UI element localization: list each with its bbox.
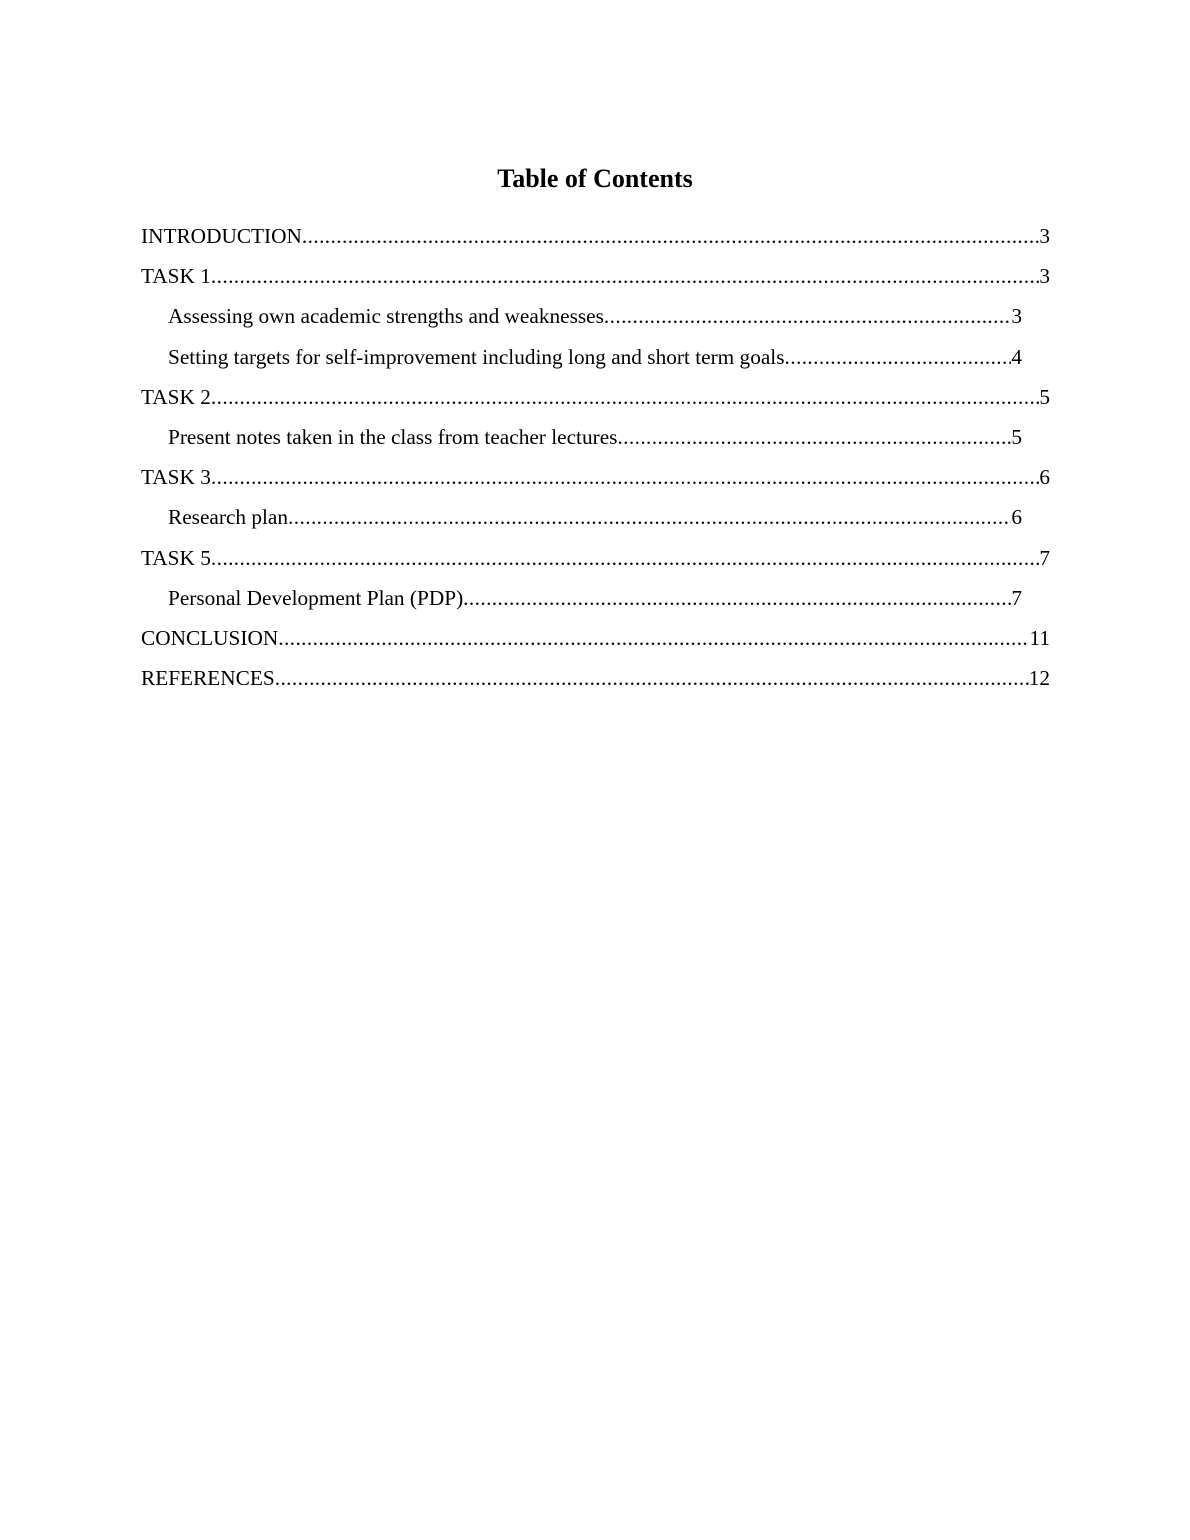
toc-dot-leader <box>288 497 1011 537</box>
toc-page-number: 5 <box>1011 424 1022 449</box>
toc-entry-task-3[interactable] <box>0 457 1190 497</box>
toc-entry-label: Assessing own academic strengths and weaknesses <box>168 304 604 329</box>
toc-title: Table of Contents <box>497 164 693 193</box>
toc-dot-leader <box>463 578 1011 618</box>
toc-entry-conclusion[interactable] <box>0 618 1190 658</box>
toc-page-number: 6 <box>1011 505 1022 530</box>
toc-page-number: 3 <box>1039 224 1050 248</box>
toc-dot-leader <box>211 256 1039 296</box>
toc-entry-task-5[interactable] <box>0 538 1190 578</box>
toc-entry-label: TASK 5 <box>141 545 211 570</box>
toc-entry-label: TASK 1 <box>141 264 211 289</box>
toc-dot-leader <box>278 618 1029 658</box>
toc-entry-label: Personal Development Plan (PDP) <box>168 585 464 610</box>
toc-entry-references[interactable] <box>0 658 1190 698</box>
toc-entry-label: TASK 3 <box>141 465 211 490</box>
toc-entry-label: Setting targets for self-improvement including long and short term goals <box>168 344 785 369</box>
toc-entry-label: REFERENCES <box>141 666 275 691</box>
toc-entry-label: Present notes taken in the class from teacher lectures <box>168 424 618 449</box>
toc-page-number: 11 <box>1029 625 1050 650</box>
toc-page-number: 7 <box>1039 545 1050 570</box>
toc-entry-strengths-weaknesses[interactable] <box>0 296 1190 336</box>
toc-entry-setting-targets[interactable] <box>0 337 1190 377</box>
toc-dot-leader <box>604 296 1011 336</box>
toc-page-number: 5 <box>1039 384 1050 409</box>
toc-page-number: 6 <box>1039 465 1050 490</box>
toc-entry-present-notes[interactable] <box>0 417 1190 457</box>
toc-entry-task-1[interactable] <box>0 256 1190 296</box>
toc-page-number: 4 <box>1011 344 1022 369</box>
toc-page-number: 3 <box>1011 304 1022 329</box>
toc-dot-leader <box>617 417 1011 457</box>
toc-dot-leader <box>211 377 1039 417</box>
toc-dot-leader <box>275 658 1029 698</box>
toc-entry-pdp[interactable] <box>0 578 1190 618</box>
toc-entry-label: CONCLUSION <box>141 625 279 650</box>
toc-page-number: 3 <box>1039 264 1050 289</box>
toc-dot-leader <box>211 538 1039 578</box>
toc-dot-leader <box>211 457 1039 497</box>
toc-entry-label: INTRODUCTION <box>141 224 302 248</box>
toc-entry-task-2[interactable] <box>0 377 1190 417</box>
toc-page-number: 12 <box>1028 666 1050 691</box>
toc-entry-research-plan[interactable] <box>0 497 1190 537</box>
toc-entry-label: Research plan <box>168 505 289 530</box>
toc-list <box>0 216 1190 698</box>
toc-entry-introduction[interactable] <box>0 216 1190 256</box>
toc-entry-label: TASK 2 <box>141 384 211 409</box>
toc-dot-leader <box>785 337 1012 377</box>
toc-dot-leader <box>302 216 1039 256</box>
toc-page-number: 7 <box>1011 585 1022 610</box>
